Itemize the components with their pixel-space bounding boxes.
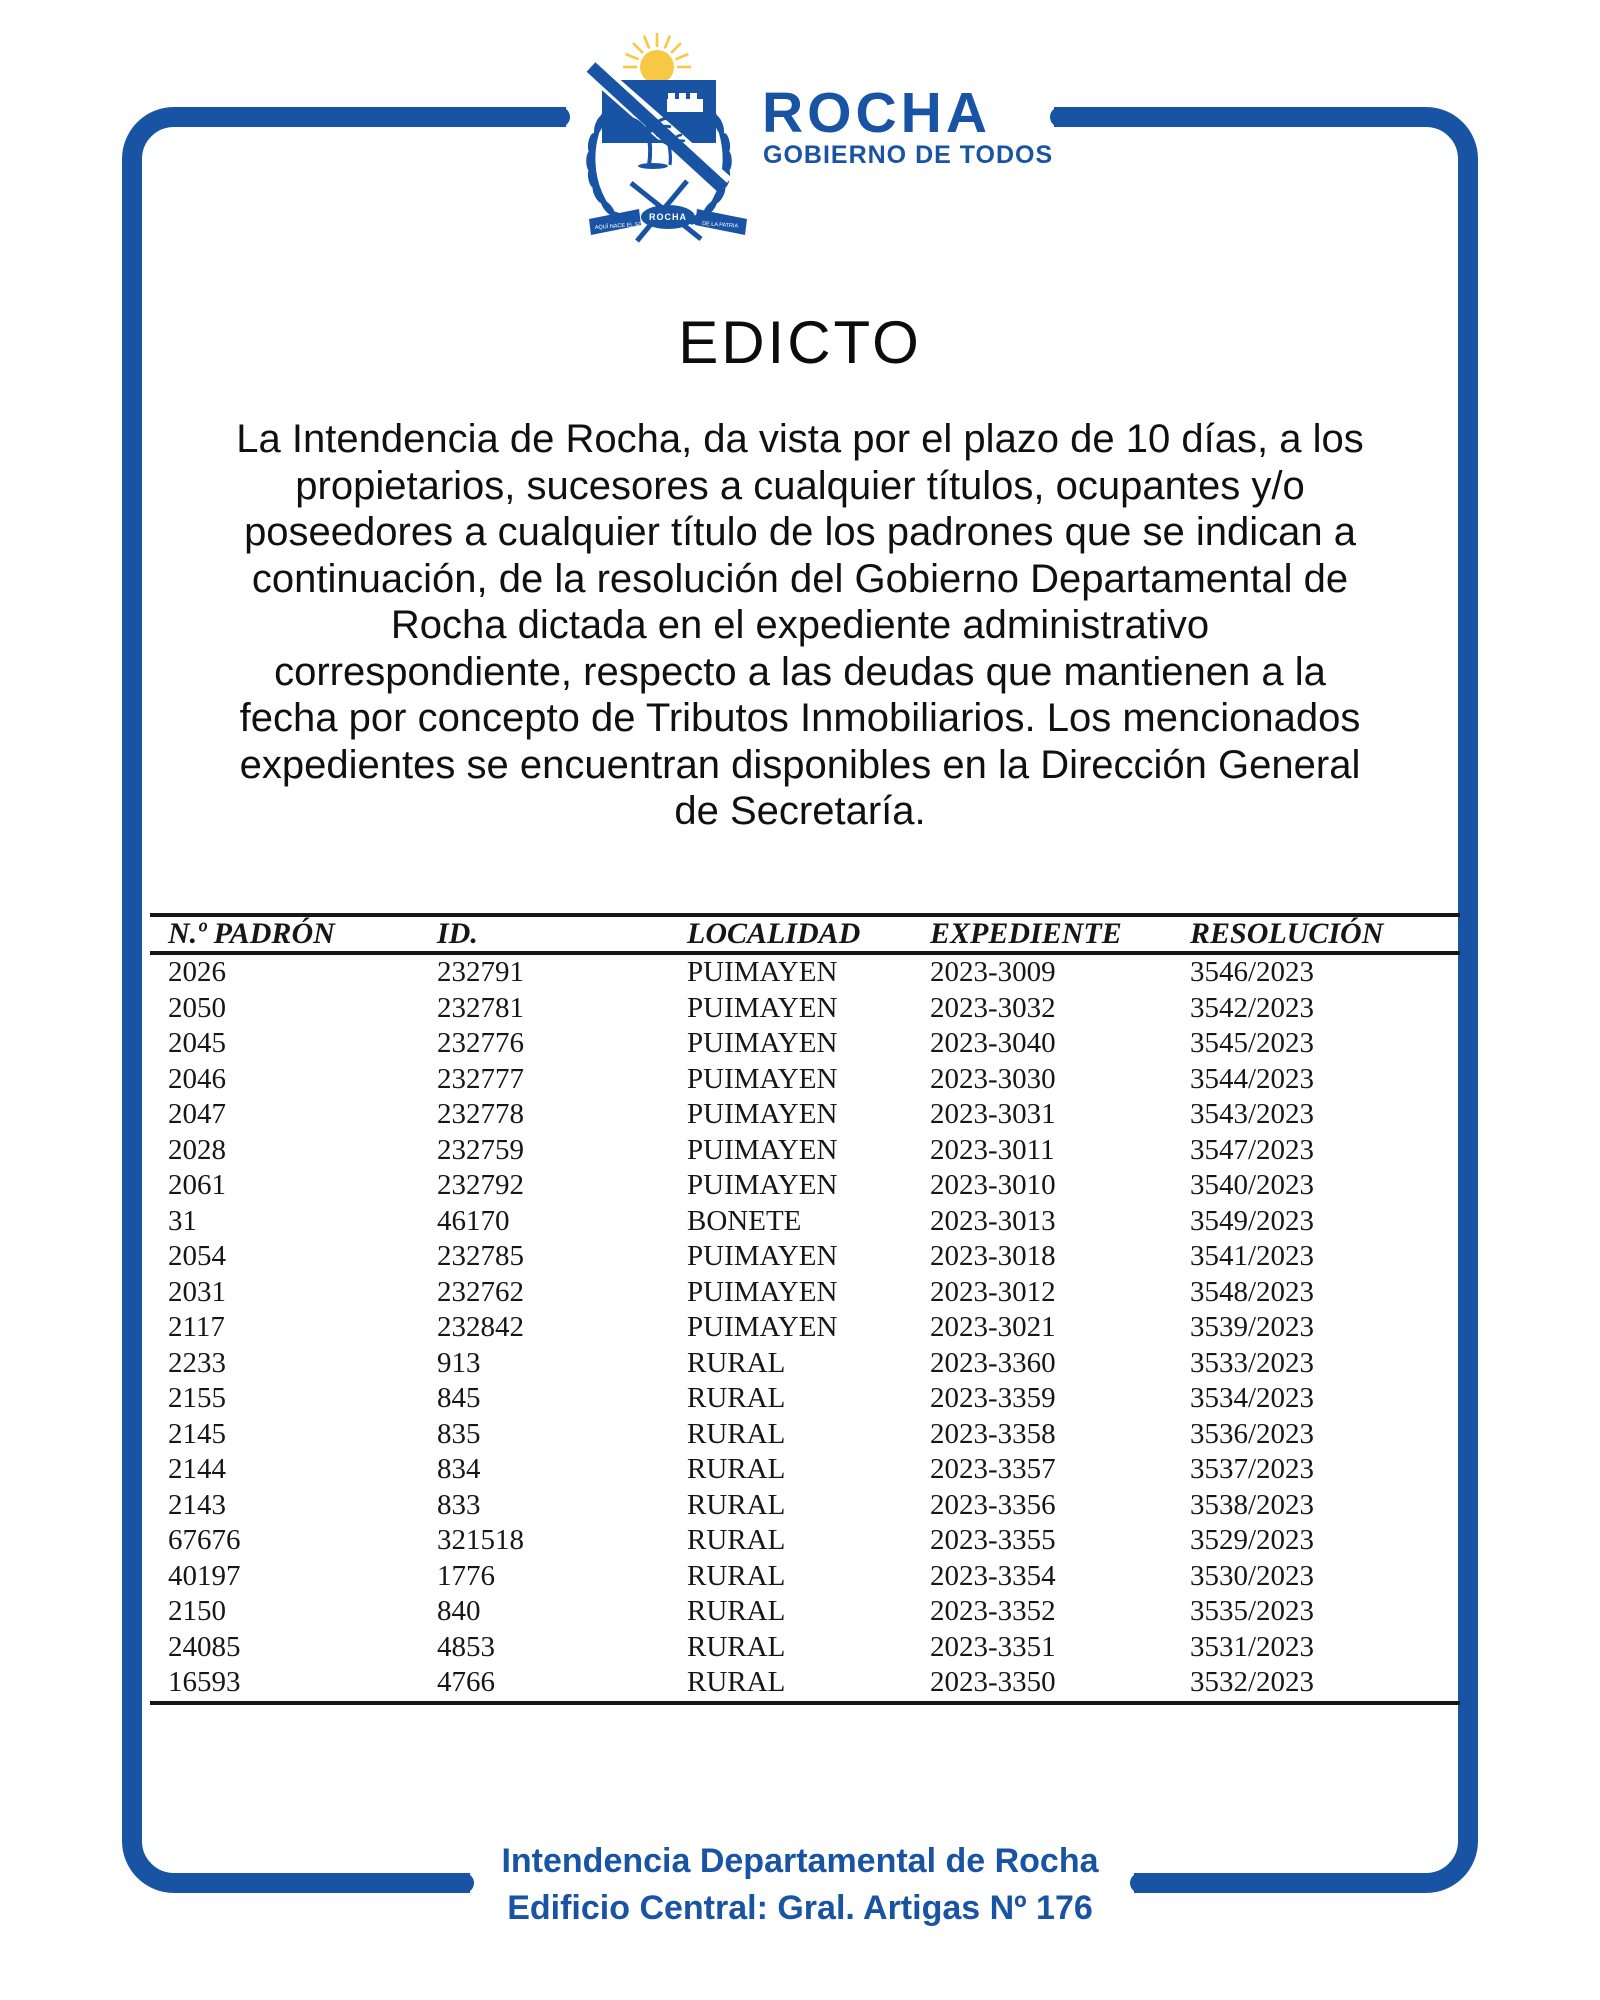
- table-cell: PUIMAYEN: [687, 991, 838, 1024]
- table-cell: 2023-3359: [930, 1382, 1056, 1415]
- frame-bar-cap: [1050, 107, 1074, 127]
- table-cell: 232759: [437, 1133, 524, 1166]
- table-cell: RURAL: [687, 1488, 786, 1521]
- paragraph-line: de Secretaría.: [674, 789, 926, 833]
- table-cell: 3546/2023: [1190, 956, 1315, 989]
- table-rule-bottom: [150, 1701, 1460, 1705]
- table-cell: 3533/2023: [1190, 1346, 1315, 1379]
- table-row: [150, 1239, 1460, 1275]
- table-cell: 3530/2023: [1190, 1559, 1315, 1592]
- padron-table: [150, 905, 1460, 1705]
- table-cell: 232791: [437, 956, 524, 989]
- logo-tagline: GOBIERNO DE TODOS: [763, 141, 1054, 169]
- table-row: [150, 1168, 1460, 1204]
- table-cell: PUIMAYEN: [687, 1275, 838, 1308]
- table-cell: PUIMAYEN: [687, 1062, 838, 1095]
- table-cell: 232777: [437, 1062, 524, 1095]
- table-cell: 3542/2023: [1190, 991, 1315, 1024]
- footer-line-2: Edificio Central: Gral. Artigas Nº 176: [507, 1889, 1093, 1927]
- table-cell: 3539/2023: [1190, 1311, 1315, 1344]
- table-cell: 3540/2023: [1190, 1169, 1315, 1202]
- table-cell: 4853: [437, 1630, 495, 1663]
- table-cell: 3548/2023: [1190, 1275, 1315, 1308]
- table-cell: PUIMAYEN: [687, 1240, 838, 1273]
- table-cell: 2023-3352: [930, 1595, 1056, 1628]
- table-cell: RURAL: [687, 1666, 786, 1699]
- table-cell: 3549/2023: [1190, 1204, 1315, 1237]
- sun-icon: [640, 50, 674, 84]
- table-cell: 840: [437, 1595, 481, 1628]
- table-cell: 3534/2023: [1190, 1382, 1315, 1415]
- table-cell: 2061: [168, 1169, 226, 1202]
- table-cell: 232778: [437, 1098, 524, 1131]
- table-cell: 3532/2023: [1190, 1666, 1315, 1699]
- column-header-localidad: LOCALIDAD: [687, 917, 861, 950]
- edict-table-body: [150, 955, 1460, 1701]
- table-cell: 2117: [168, 1311, 225, 1344]
- table-row: [150, 955, 1460, 991]
- table-cell: 3547/2023: [1190, 1133, 1315, 1166]
- table-cell: RURAL: [687, 1630, 786, 1663]
- table-cell: 24085: [168, 1630, 241, 1663]
- table-cell: 2045: [168, 1027, 226, 1060]
- table-cell: 2023-3009: [930, 956, 1056, 989]
- table-cell: 232776: [437, 1027, 524, 1060]
- table-cell: PUIMAYEN: [687, 1133, 838, 1166]
- table-cell: 1776: [437, 1559, 495, 1592]
- table-cell: 67676: [168, 1524, 241, 1557]
- table-cell: BONETE: [687, 1204, 802, 1237]
- table-cell: RURAL: [687, 1346, 786, 1379]
- table-row: [150, 1310, 1460, 1346]
- table-row: [150, 1062, 1460, 1098]
- paragraph-line: Rocha dictada en el expediente administrativo: [390, 603, 1210, 647]
- table-cell: 2023-3030: [930, 1062, 1056, 1095]
- table-cell: 2046: [168, 1062, 226, 1095]
- column-header-padron: N.º PADRÓN: [168, 917, 335, 950]
- table-cell: 3538/2023: [1190, 1488, 1315, 1521]
- table-cell: 2028: [168, 1133, 226, 1166]
- table-cell: 2023-3358: [930, 1417, 1056, 1450]
- table-cell: 2023-3031: [930, 1098, 1056, 1131]
- table-cell: 2031: [168, 1275, 226, 1308]
- table-cell: 40197: [168, 1559, 241, 1592]
- table-cell: 2150: [168, 1595, 226, 1628]
- table-row: [150, 1630, 1460, 1666]
- table-cell: 2023-3351: [930, 1630, 1056, 1663]
- paragraph-line: poseedores a cualquier título de los padrones que se indican a: [244, 510, 1356, 554]
- table-cell: RURAL: [687, 1453, 786, 1486]
- edict-paragraph: [140, 416, 1460, 835]
- table-cell: 845: [437, 1382, 481, 1415]
- paragraph-line: La Intendencia de Rocha, da vista por el plazo de 10 días, a los: [236, 417, 1364, 461]
- table-cell: 2050: [168, 991, 226, 1024]
- table-cell: 232785: [437, 1240, 524, 1273]
- table-cell: 2023-3357: [930, 1453, 1056, 1486]
- table-row: [150, 1204, 1460, 1240]
- table-cell: 2047: [168, 1098, 226, 1131]
- table-cell: 232781: [437, 991, 524, 1024]
- table-cell: 3543/2023: [1190, 1098, 1315, 1131]
- table-cell: 2023-3354: [930, 1559, 1056, 1592]
- column-header-expediente: EXPEDIENTE: [930, 917, 1122, 950]
- ribbon-right-text: DE LA PATRIA: [701, 221, 739, 230]
- table-cell: 2054: [168, 1240, 226, 1273]
- table-cell: 4766: [437, 1666, 495, 1699]
- table-row: [150, 1417, 1460, 1453]
- table-cell: 3531/2023: [1190, 1630, 1315, 1663]
- table-row: [150, 991, 1460, 1027]
- column-header-resolucion: RESOLUCIÓN: [1190, 917, 1384, 950]
- table-cell: 2023-3010: [930, 1169, 1056, 1202]
- frame-bar-cap: [546, 107, 570, 127]
- rocha-coat-of-arms-icon: [575, 33, 761, 245]
- table-row: [150, 1523, 1460, 1559]
- table-cell: 2023-3032: [930, 991, 1056, 1024]
- table-cell: 321518: [437, 1524, 524, 1557]
- table-row: [150, 1026, 1460, 1062]
- table-cell: 3541/2023: [1190, 1240, 1315, 1273]
- column-header-id: ID.: [437, 917, 478, 950]
- table-cell: RURAL: [687, 1559, 786, 1592]
- table-cell: 834: [437, 1453, 481, 1486]
- table-cell: PUIMAYEN: [687, 1169, 838, 1202]
- table-cell: 2023-3040: [930, 1027, 1056, 1060]
- table-cell: 16593: [168, 1666, 241, 1699]
- footer: [0, 1838, 1600, 1932]
- table-cell: RURAL: [687, 1524, 786, 1557]
- table-cell: 232762: [437, 1275, 524, 1308]
- table-row: [150, 1488, 1460, 1524]
- table-row: [150, 1346, 1460, 1382]
- table-cell: 835: [437, 1417, 481, 1450]
- paragraph-line: propietarios, sucesores a cualquier títulos, ocupantes y/o: [295, 463, 1305, 508]
- table-cell: 2023-3012: [930, 1275, 1056, 1308]
- table-cell: 913: [437, 1346, 481, 1379]
- table-cell: 3545/2023: [1190, 1027, 1315, 1060]
- table-cell: 2026: [168, 956, 226, 989]
- table-cell: 2023-3021: [930, 1311, 1056, 1344]
- paragraph-line: expedientes se encuentran disponibles en la Dirección General: [239, 742, 1361, 787]
- table-row: [150, 1097, 1460, 1133]
- table-row: [150, 1381, 1460, 1417]
- table-cell: 2144: [168, 1453, 226, 1486]
- page-title: EDICTO: [678, 309, 922, 376]
- table-cell: 2145: [168, 1417, 226, 1450]
- table-cell: 2155: [168, 1382, 226, 1415]
- paragraph-line: correspondiente, respecto a las deudas que mantienen a la: [274, 649, 1326, 694]
- table-cell: PUIMAYEN: [687, 1098, 838, 1131]
- table-header-row: [150, 917, 1460, 951]
- table-cell: 2143: [168, 1488, 226, 1521]
- ribbon-center-text: ROCHA: [649, 212, 687, 222]
- table-cell: 46170: [437, 1204, 510, 1237]
- table-row: [150, 1133, 1460, 1169]
- table-cell: 3529/2023: [1190, 1524, 1315, 1557]
- ribbon-left-text: AQUÍ NACE EL SOL: [594, 221, 646, 231]
- table-cell: 2023-3360: [930, 1346, 1056, 1379]
- table-cell: 2233: [168, 1346, 226, 1379]
- table-row: [150, 1275, 1460, 1311]
- table-cell: 232842: [437, 1311, 524, 1344]
- paragraph-line: continuación, de la resolución del Gobierno Departamental de: [251, 556, 1349, 601]
- table-cell: 31: [168, 1204, 197, 1237]
- table-cell: 3535/2023: [1190, 1595, 1315, 1628]
- table-cell: RURAL: [687, 1595, 786, 1628]
- table-cell: RURAL: [687, 1382, 786, 1415]
- table-cell: 2023-3350: [930, 1666, 1056, 1699]
- table-cell: RURAL: [687, 1417, 786, 1450]
- table-cell: 2023-3018: [930, 1240, 1056, 1273]
- table-cell: PUIMAYEN: [687, 1027, 838, 1060]
- table-row: [150, 1559, 1460, 1595]
- table-cell: PUIMAYEN: [687, 1311, 838, 1344]
- paragraph-line: fecha por concepto de Tributos Inmobiliarios. Los mencionados: [239, 696, 1361, 740]
- table-cell: 2023-3011: [930, 1133, 1055, 1166]
- table-cell: 3537/2023: [1190, 1453, 1315, 1486]
- table-row: [150, 1665, 1460, 1701]
- table-row: [150, 1452, 1460, 1488]
- table-cell: PUIMAYEN: [687, 956, 838, 989]
- table-cell: 2023-3355: [930, 1524, 1056, 1557]
- table-cell: 3544/2023: [1190, 1062, 1315, 1095]
- table-cell: 232792: [437, 1169, 524, 1202]
- table-cell: 2023-3356: [930, 1488, 1056, 1521]
- table-cell: 2023-3013: [930, 1204, 1056, 1237]
- table-cell: 3536/2023: [1190, 1417, 1315, 1450]
- logo-wordmark: ROCHA: [762, 81, 991, 145]
- table-cell: 833: [437, 1488, 481, 1521]
- table-row: [150, 1594, 1460, 1630]
- footer-line-1: Intendencia Departamental de Rocha: [501, 1842, 1099, 1880]
